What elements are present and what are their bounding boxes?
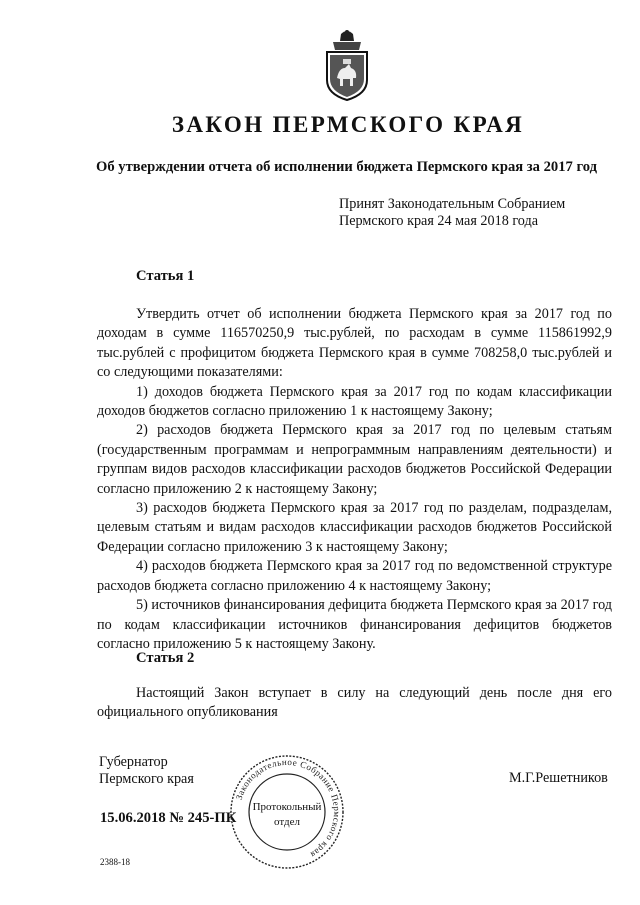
adoption-note: [339, 196, 565, 230]
stamp-line: Протокольный: [252, 801, 322, 813]
article-2-heading: Статья 2: [136, 650, 195, 666]
article-2-text: Настоящий Закон вступает в силу на следующий день после дня его официального опубликования: [97, 685, 612, 721]
registration-code: 2388-18: [100, 857, 130, 867]
article-1-item: 3) расходов бюджета Пермского края за 2017 год по разделам, подразделам, целевым статьям и видам расходов классификации расходов бюджетов Российской Федерации согласно приложению 3 к настоящему Закону;: [97, 500, 612, 555]
stamp-seal-icon: [227, 752, 347, 872]
position-line: Пермского края: [99, 771, 194, 787]
article-1-body: [97, 305, 612, 654]
signatory-name: М.Г.Решетников: [509, 770, 608, 786]
coat-of-arms-icon: [323, 28, 371, 102]
article-1-item: 1) доходов бюджета Пермского края за 2017 год по кодам классификации доходов бюджетов согласно приложению 1 к настоящему Закону;: [97, 383, 612, 420]
date-and-number: 15.06.2018 № 245-ПК: [100, 810, 237, 826]
stamp-line: отдел: [274, 816, 300, 828]
adoption-line: Принят Законодательным Собранием: [339, 196, 566, 212]
article-1-item: 4) расходов бюджета Пермского края за 2017 год по ведомственной структуре расходов бюджета согласно приложению 4 к настоящему Закону;: [97, 558, 612, 594]
position-line: Губернатор: [99, 754, 168, 770]
article-1-item: 5) источников финансирования дефицита бюджета Пермского края за 2017 год по кодам классификации источников финансирования дефицитов бюджетов согласно приложению 5 к настоящему Закону.: [97, 597, 612, 652]
adoption-line: Пермского края 24 мая 2018 года: [339, 213, 538, 229]
stamp-ring-text: Законодательное Собрание Пермского края: [233, 756, 343, 861]
law-title: ЗАКОН ПЕРМСКОГО КРАЯ: [171, 112, 525, 137]
article-1-intro: Утвердить отчет об исполнении бюджета Пермского края за 2017 год по доходам в сумме 116570250,9 тыс.рублей, по расходам в сумме 115861992,9 тыс.рублей с профицитом бюджета Пермского края в сумме 708258,0 тыс.рублей и со следующими показателями:: [97, 306, 612, 381]
article-1-item: 2) расходов бюджета Пермского края за 2017 год по целевым статьям (государственным программам и непрограммным направлениям деятельности) и группам видов расходов классификации расходов бюджетов Российской Федерации согласно приложению 2 к настоящему Закону;: [97, 422, 612, 497]
governor-position: [99, 754, 194, 788]
article-1-heading: Статья 1: [136, 268, 195, 284]
article-2-body: [97, 684, 612, 723]
law-subtitle: Об утверждении отчета об исполнении бюджета Пермского края за 2017 год: [96, 159, 597, 175]
